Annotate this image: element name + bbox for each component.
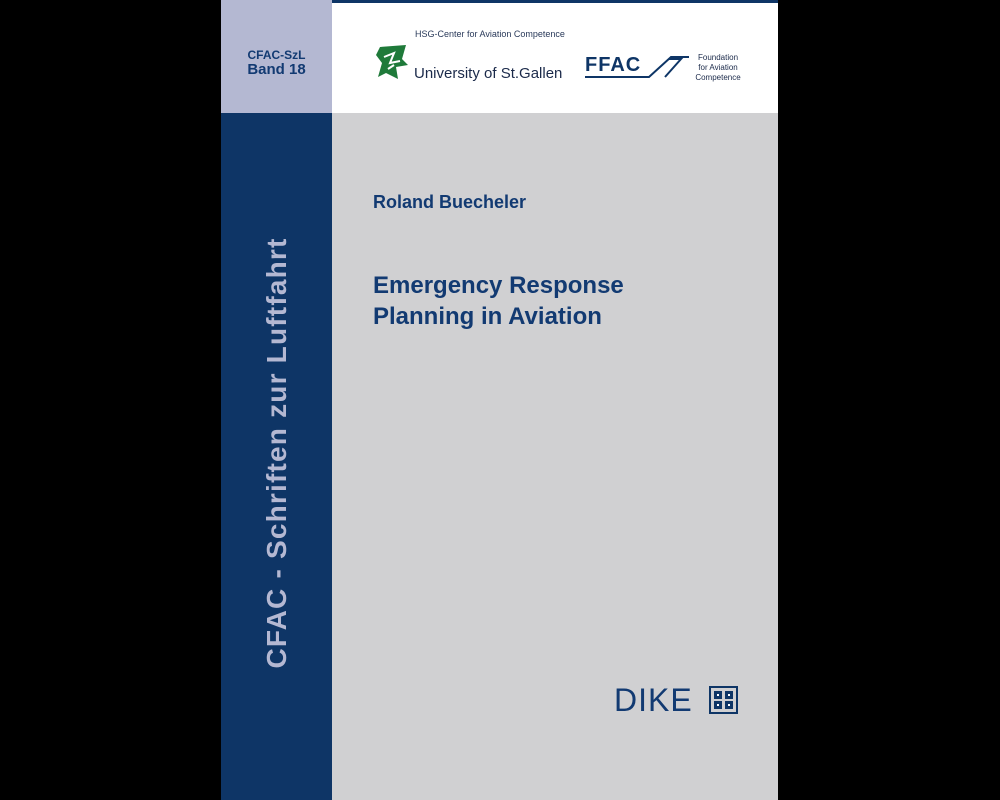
volume-number: Band 18 bbox=[247, 61, 306, 78]
book-title bbox=[373, 270, 624, 332]
series-code: CFAC-SzL bbox=[247, 48, 306, 62]
ffac-description bbox=[688, 53, 748, 83]
spine-title: CFAC - Schriften zur Luftfahrt bbox=[261, 237, 292, 669]
series-box bbox=[221, 0, 332, 113]
ffac-abbreviation: FFAC bbox=[585, 54, 642, 76]
ffac-line: for Aviation bbox=[698, 63, 738, 72]
logo-band bbox=[332, 0, 778, 113]
ffac-line: Competence bbox=[695, 73, 741, 82]
publisher-logo-icon bbox=[709, 686, 738, 714]
hsg-logo-icon bbox=[376, 43, 410, 81]
publisher-name: DIKE bbox=[614, 682, 693, 718]
university-name: University of St.Gallen bbox=[414, 65, 563, 82]
ffac-logo bbox=[585, 51, 689, 81]
title-line: Emergency Response bbox=[373, 272, 624, 299]
author-name: Roland Buecheler bbox=[373, 192, 527, 212]
ffac-line: Foundation bbox=[697, 53, 739, 62]
book-cover bbox=[221, 0, 778, 800]
hsg-caption: HSG-Center for Aviation Competence bbox=[415, 29, 565, 39]
title-line: Planning in Aviation bbox=[373, 303, 602, 330]
